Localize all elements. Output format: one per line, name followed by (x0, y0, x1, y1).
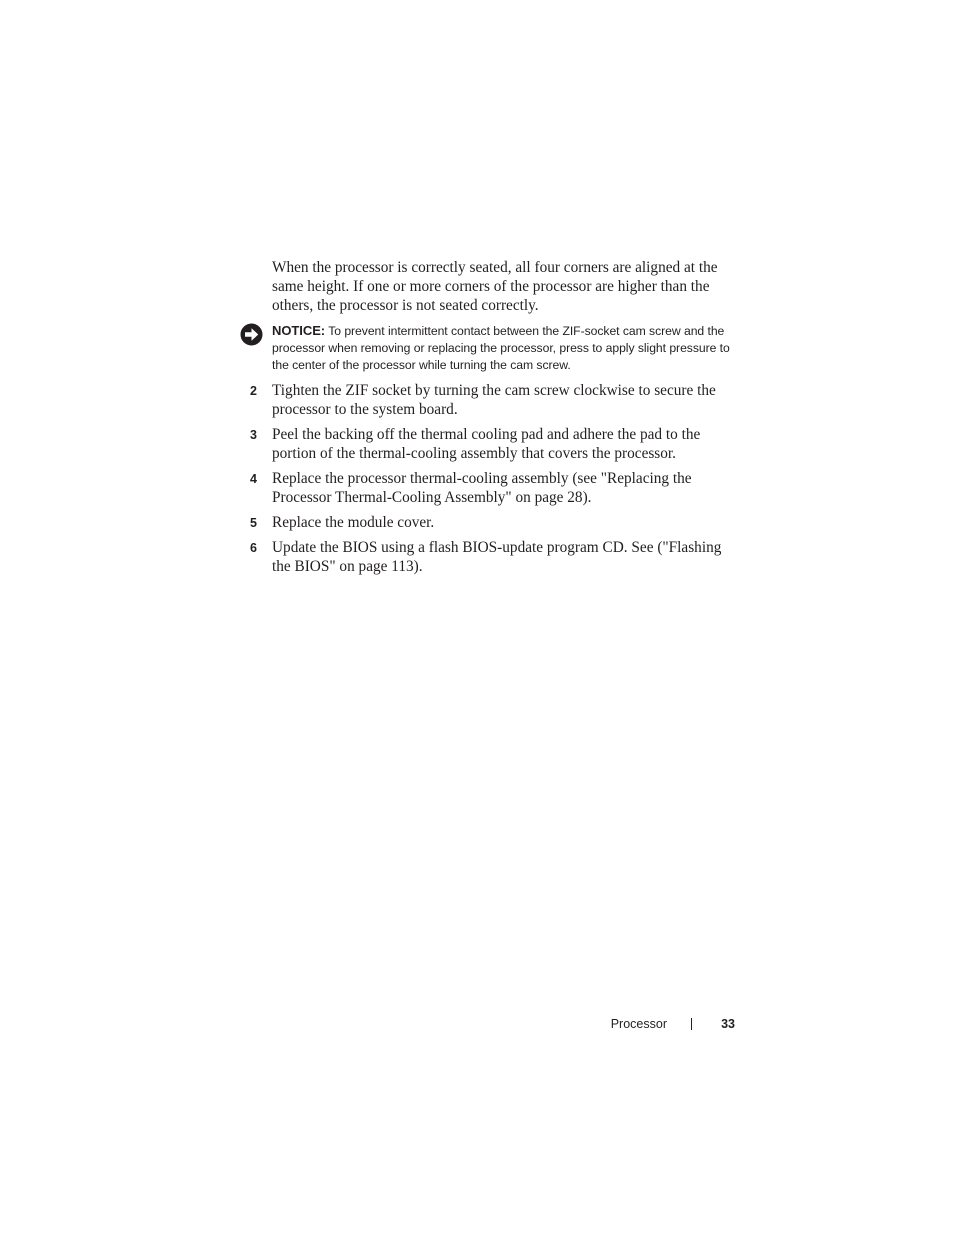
step-text: Update the BIOS using a flash BIOS-update program CD. See ("Flashing the BIOS" on page 113). (272, 539, 722, 575)
notice-arrow-icon (240, 323, 263, 346)
step-text: Peel the backing off the thermal cooling pad and adhere the pad to the portion of the thermal-cooling assembly that covers the processor. (272, 426, 701, 462)
step-text: Tighten the ZIF socket by turning the cam screw clockwise to secure the processor to the system board. (272, 382, 716, 418)
list-item (240, 425, 740, 463)
procedure-steps (240, 381, 740, 582)
intro-paragraph: When the processor is correctly seated, all four corners are aligned at the same height. If one or more corners of the processor are higher than the others, the processor is not seated correctly. (272, 259, 718, 314)
footer-section-title: Processor (610, 1017, 667, 1031)
step-text: Replace the processor thermal-cooling assembly (see "Replacing the Processor Thermal-Cooling Assembly" on page 28). (272, 470, 692, 506)
page-footer (560, 1015, 735, 1035)
step-number: 4 (250, 472, 257, 486)
notice-label: NOTICE: (272, 323, 326, 338)
step-number: 3 (250, 428, 257, 442)
step-text: Replace the module cover. (272, 514, 435, 531)
page-number: 33 (721, 1017, 735, 1031)
footer-divider (691, 1018, 692, 1030)
notice-text (272, 322, 740, 374)
step-number: 6 (250, 541, 257, 555)
notice-body: To prevent intermittent contact between the ZIF-socket cam screw and the processor when removing or replacing the processor, press to apply slight pressure to the center of the processor while turning the cam screw. (272, 324, 730, 372)
list-item (240, 513, 740, 532)
step-number: 2 (250, 384, 257, 398)
list-item (240, 469, 740, 507)
list-item (240, 538, 740, 576)
step-number: 5 (250, 516, 257, 530)
list-item (240, 381, 740, 419)
